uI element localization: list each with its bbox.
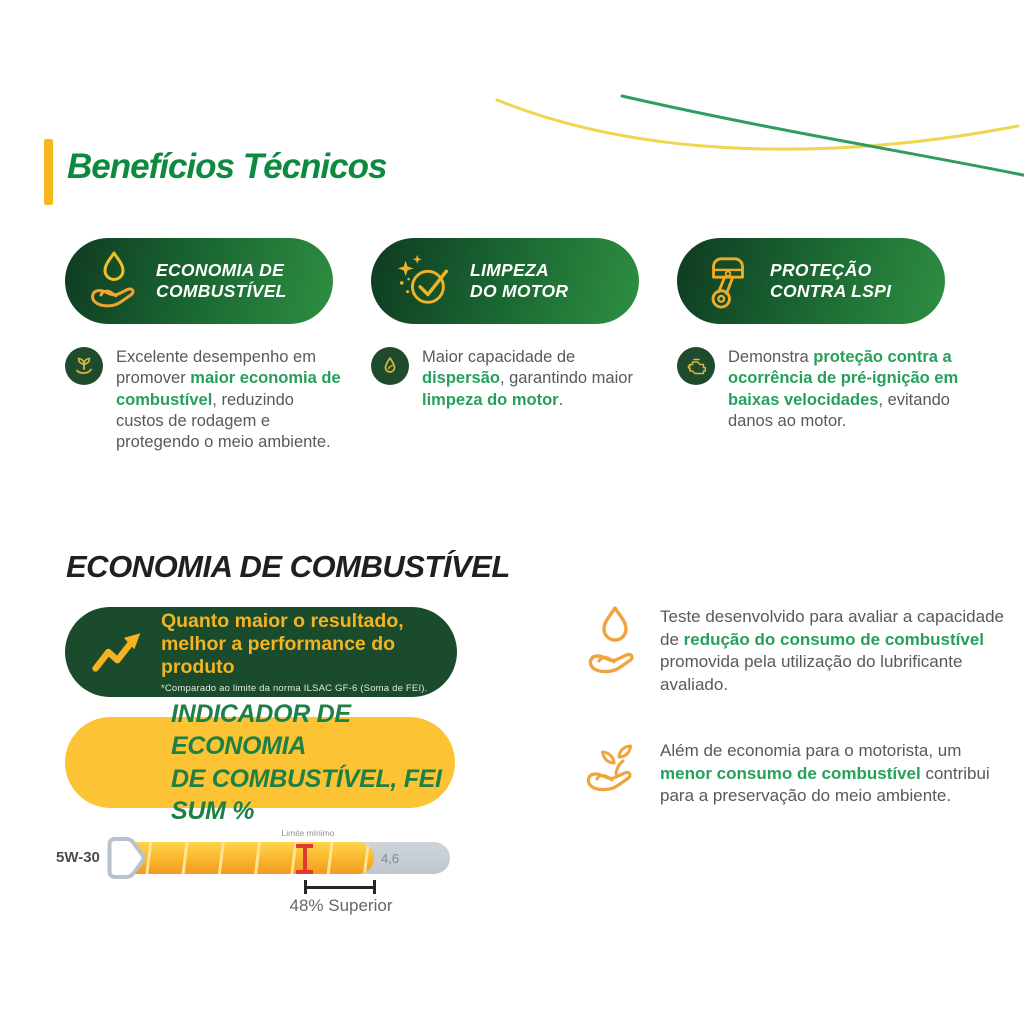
badge-label: PROTEÇÃO CONTRA LSPI [770,259,892,301]
piston-icon [701,251,755,311]
badge-lspi-protection [677,238,945,324]
gauge-fill-bar [116,842,374,874]
oil-drop-circle-icon [371,347,409,385]
comparison-bracket [305,886,375,889]
result-pill [65,607,457,697]
decorative-curves [0,0,1024,220]
gauge-start-cap-icon [106,835,148,881]
bracket-left-tick [304,880,307,894]
limit-marker [303,846,307,872]
droplet-hand-icon [585,604,645,680]
result-pill-footnote: *Comparado ao limite da norma ILSAC GF-6 (Soma de FEI). [160,683,428,694]
badge-engine-cleanliness [371,238,639,324]
badge-fuel-economy [65,238,333,324]
benefit-text: Maior capacidade de dispersão, garantindo maior limpeza do motor. [422,348,633,409]
title-accent-bar [44,139,53,205]
limit-marker-bottom-cap [296,870,313,874]
trend-up-icon [91,627,144,677]
benefit-text: Demonstra proteção contra a ocorrência de pré-ignição em baixas velocidades, evitando danos ao motor. [728,348,959,430]
benefit-note-lspi [677,347,977,432]
engine-circle-icon [677,347,715,385]
gauge-comparison-label: 48% Superior [289,896,393,915]
gauge-limit-label: Limite mínimo [281,828,335,838]
badge-label: ECONOMIA DE COMBUSTÍVEL [156,259,287,301]
badge-label: LIMPEZA DO MOTOR [470,259,569,301]
benefit-note-cleanliness [371,347,661,411]
environment-benefit-text: Além de economia para o motorista, um menor consumo de combustível contribui para a preservação do meio ambiente. [660,741,990,806]
fuel-droplet-hand-icon [89,250,141,312]
test-description-text: Teste desenvolvido para avaliar a capacidade de redução do consumo de combustível promovida pela utilização do lubrificante avaliado. [660,607,1005,694]
gauge-product-label: 5W-30 [56,849,100,866]
benefit-note-fuel-economy [65,347,345,453]
benefit-text: Excelente desempenho em promover maior economia de combustível, reduzindo custos de rodagem e protegendo o meio ambiente. [116,348,341,452]
result-pill-text: Quanto maior o resultado, melhor a performance do produto *Comparado ao limite da norma ILSAC GF-6 (Soma de FEI). [161,610,457,694]
page-title: Benefícios Técnicos [67,147,387,186]
section-title: ECONOMIA DE COMBUSTÍVEL [66,549,510,584]
plant-hand-circle-icon [65,347,103,385]
bracket-right-tick [373,880,376,894]
sprout-hand-icon [583,738,647,798]
gauge-value: 4,6 [381,851,400,866]
limit-marker-top-cap [296,844,313,848]
indicator-pill: INDICADOR DE ECONOMIA DE COMBUSTÍVEL, FEI SUM % [65,717,455,808]
clock-check-icon [395,252,455,310]
